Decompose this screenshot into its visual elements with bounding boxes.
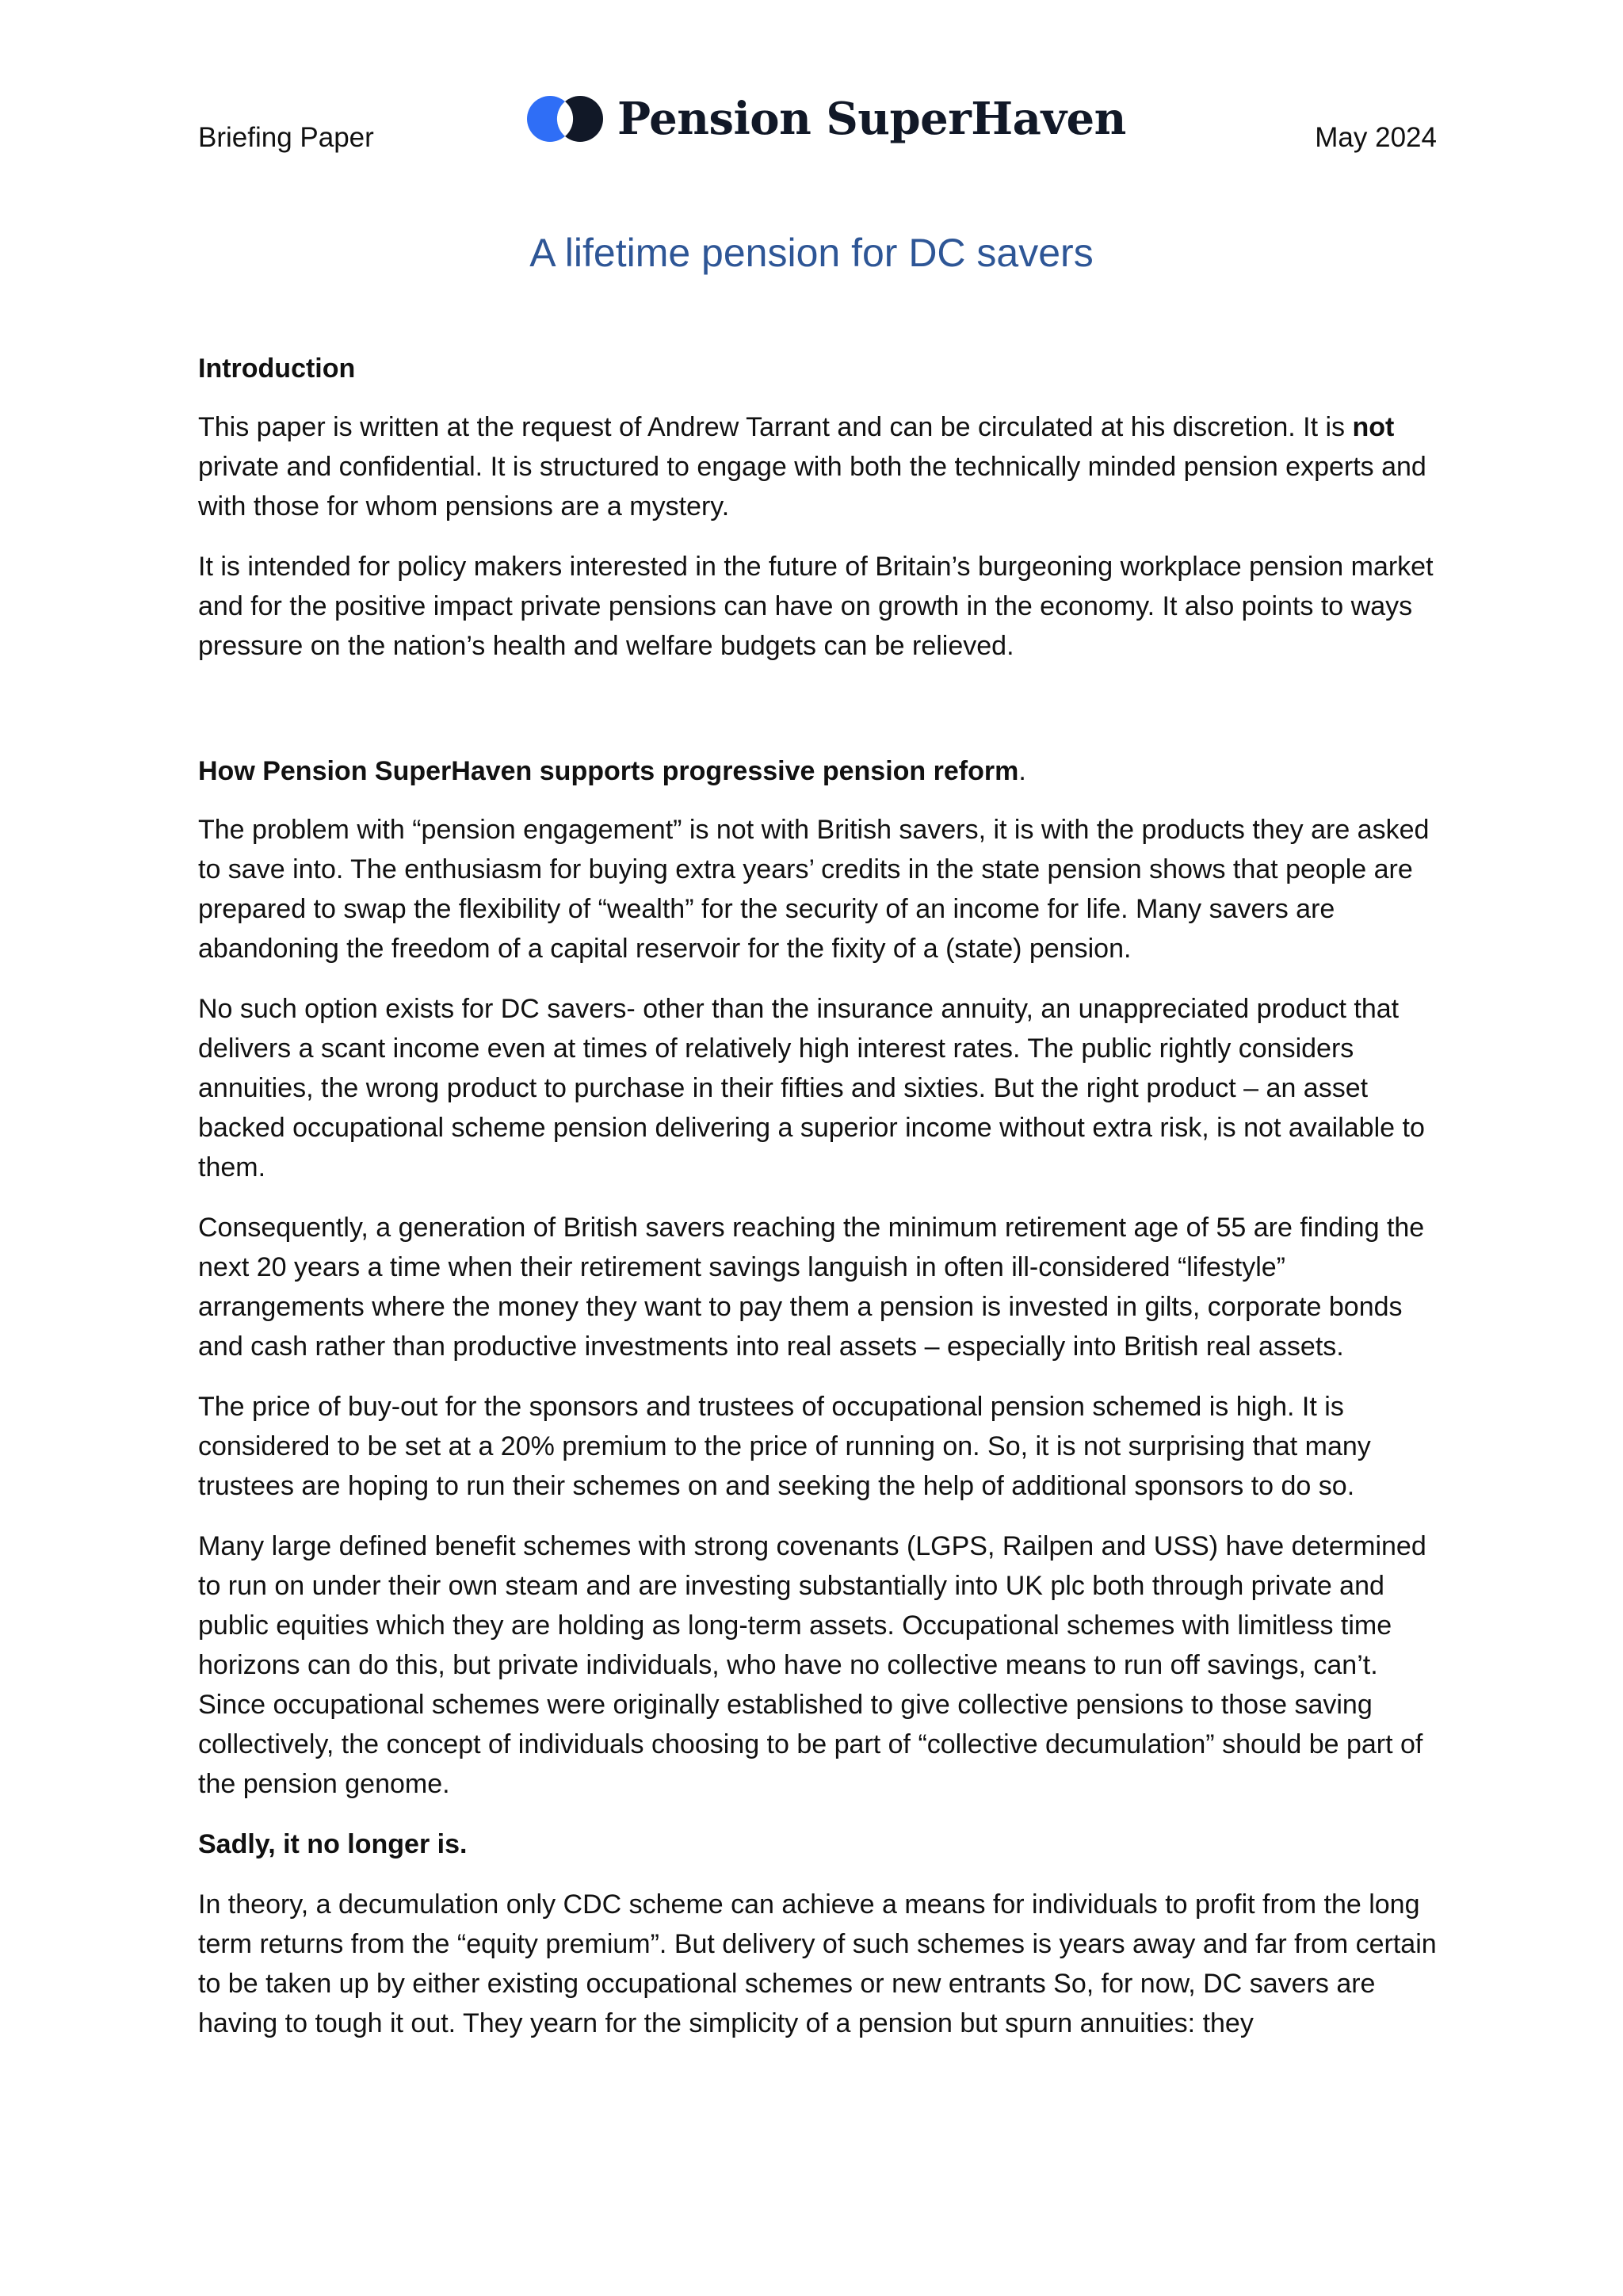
document-date: May 2024 [1315, 122, 1437, 153]
section-heading-text: How Pension SuperHaven supports progressive pension reform [198, 756, 1019, 786]
body-paragraph-1: The problem with “pension engagement” is not with British savers, it is with the products they are asked to save into. The enthusiasm for buying extra years’ credits in the state pension shows that people are prepared to swap the flexibility of “wealth” for the security of an income for life. Many savers are abandoning the freedom of a capital reservoir for the fixity of a (state) pension. [198, 815, 1430, 964]
body-paragraph-5: Many large defined benefit schemes with strong covenants (LGPS, Railpen and USS) have determined to run on under their own steam and are investing substantially into UK plc both through private and public equities which they are holding as long-term assets. Occupational schemes with limitless time horizons can do this, but private individuals, who have no collective means to run off savings, can’t. Since occupational schemes were originally established to give collective pensions to those saving collectively, the concept of individuals choosing to be part of “collective decumulation” should be part of the pension genome. [198, 1531, 1426, 1799]
section-spacer [198, 686, 1438, 751]
intro-heading: Introduction [198, 353, 356, 384]
document-body [198, 349, 1438, 2064]
brand-logo [525, 87, 1126, 151]
intro-paragraph-1 [198, 407, 1438, 526]
document-type-label: Briefing Paper [198, 122, 374, 153]
section-heading [198, 751, 1438, 791]
body-paragraph-3: Consequently, a generation of British savers reaching the minimum retirement age of 55 are finding the next 20 years a time when their retirement savings languish in often ill-considered “lifestyle” arrangements where the money they want to pay them a pension is invested in gilts, corporate bonds and cash rather than productive investments into real assets – especially into British real assets. [198, 1213, 1425, 1362]
brand-name: Pension SuperHaven [617, 93, 1126, 145]
document-title: A lifetime pension for DC savers [529, 231, 1094, 275]
body-paragraph-6: In theory, a decumulation only CDC scheme can achieve a means for individuals to profit from the long term returns from the “equity premium”. But delivery of such schemes is years away and far from certain to be taken up by either existing occupational schemes or new entrants So, for now, DC savers are having to tough it out. They yearn for the simplicity of a pension but spurn annuities: they [198, 1889, 1437, 2038]
body-paragraph-4: The price of buy-out for the sponsors and trustees of occupational pension schemed is high. It is considered to be set at a 20% premium to the price of running on. So, it is not surprising that many trustees are hoping to run their schemes on and seeking the help of additional sponsors to do so. [198, 1392, 1371, 1501]
intro-emphasis: not [1352, 412, 1395, 442]
page-header [198, 87, 1437, 174]
brand-logo-icon [525, 94, 605, 143]
intro-text-part-2: private and confidential. It is structured to engage with both the technically minded pension experts and with those for whom pensions are a mystery. [198, 452, 1426, 521]
section-heading-period: . [1018, 756, 1026, 786]
intro-text-part-1: This paper is written at the request of Andrew Tarrant and can be circulated at his discretion. It is [198, 412, 1353, 442]
body-paragraph-2: No such option exists for DC savers- other than the insurance annuity, an unappreciated product that delivers a scant income even at times of relatively high interest rates. The public rightly considers annuities, the wrong product to purchase in their fifties and sixties. But the right product – an asset backed occupational scheme pension delivering a superior income without extra risk, is not available to them. [198, 994, 1425, 1182]
bold-statement: Sadly, it no longer is. [198, 1829, 468, 1859]
intro-paragraph-2: It is intended for policy makers interested in the future of Britain’s burgeoning workplace pension market and for the positive impact private pensions can have on growth in the economy. It also points to ways pressure on the nation’s health and welfare budgets can be relieved. [198, 552, 1434, 661]
